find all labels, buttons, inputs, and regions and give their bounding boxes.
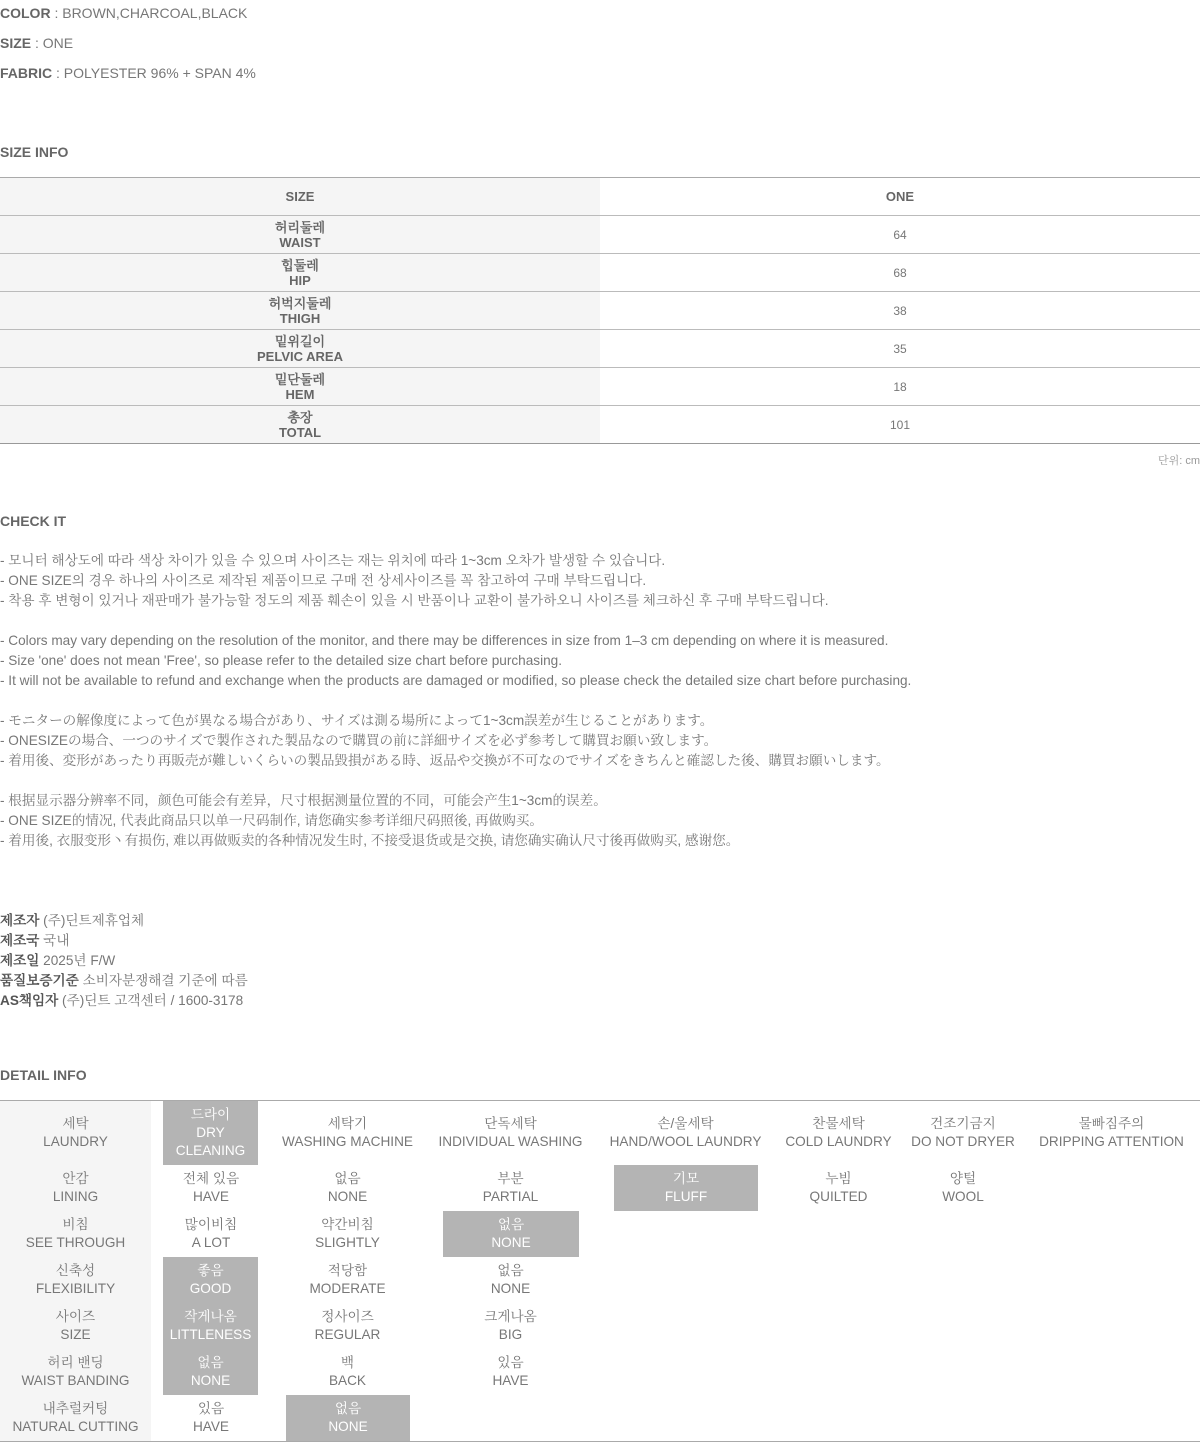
note-line-en: - Colors may vary depending on the resolution of the monitor, and there may be differences in size from 1–3 cm depending on where it is measured.	[0, 633, 889, 648]
detail-label-en: NATURAL CUTTING	[12, 1419, 139, 1434]
note-line-ko: - ONE SIZE의 경우 하나의 사이즈로 제작된 제품이므로 구매 전 상세사이즈를 꼭 참고하여 구매 부탁드립니다.	[0, 573, 647, 588]
detail-label-ko: 허리 밴딩	[47, 1355, 104, 1370]
detail-option-text: 크게나옴	[484, 1309, 537, 1324]
detail-option-text: 물빠짐주의	[1078, 1116, 1145, 1131]
detail-option	[151, 1165, 271, 1211]
detail-option-text: DO NOT DRYER	[911, 1134, 1015, 1149]
note-line-ja: - モニターの解像度によって色が異なる場合があり、サイズは測る場所によって1~3cm誤差が生じることがあります。	[0, 713, 714, 728]
detail-option-text: LITTLENESS	[169, 1327, 252, 1342]
maker-value: 소비자분쟁해결 기준에 따름	[78, 973, 248, 988]
note-line-ko: - 착용 후 변형이 있거나 재판매가 불가능할 정도의 제품 훼손이 있을 시 반품이나 교환이 불가하오니 사이즈를 체크하신 후 구매 부탁드립니다.	[0, 593, 829, 608]
detail-option	[424, 1101, 597, 1165]
detail-option-text: 있음	[197, 1401, 225, 1416]
spec-fabric-label: FABRIC	[0, 65, 53, 81]
size-row-label	[0, 292, 600, 330]
size-header-label: SIZE	[0, 178, 600, 216]
spec-color-label: COLOR	[0, 5, 51, 21]
detail-option-text: NONE	[490, 1281, 531, 1296]
detail-option-text: GOOD	[189, 1281, 232, 1296]
size-row-label-en: TOTAL	[278, 424, 322, 440]
detail-option-text: 많이비침	[184, 1217, 238, 1232]
detail-option-text: 좋음	[197, 1263, 224, 1278]
detail-grid	[0, 1100, 1200, 1442]
size-row-value: 35	[600, 330, 1200, 368]
detail-row-label	[0, 1101, 151, 1165]
detail-label-ko: 사이즈	[55, 1309, 96, 1324]
detail-label-ko: 신축성	[55, 1263, 96, 1278]
detail-row-label	[0, 1395, 151, 1441]
detail-row-label	[0, 1211, 151, 1257]
detail-option-text: NONE	[190, 1373, 231, 1388]
detail-option	[424, 1165, 597, 1211]
detail-option-text: DRIPPING ATTENTION	[1039, 1134, 1184, 1149]
detail-label-en: FLEXIBILITY	[35, 1281, 116, 1296]
detail-option-text: CLEANING	[175, 1143, 246, 1158]
detail-option-text: A LOT	[191, 1235, 231, 1250]
note-line-ja: - ONESIZEの場合、一つのサイズで製作された製品なので購買の前に詳細サイズを必ず参考して購買お願い致します。	[0, 733, 718, 748]
note-line-zh: - ONE SIZE的情况, 代表此商品只以单一尺码制作, 请您确实参考详细尺码照後, 再做购买。	[0, 813, 544, 828]
maker-line	[0, 951, 248, 971]
detail-option-text: 없음	[497, 1263, 524, 1278]
size-header-value: ONE	[600, 178, 1200, 216]
notes-gap	[0, 611, 911, 631]
detail-label-ko: 안감	[62, 1171, 89, 1186]
detail-option	[271, 1211, 424, 1257]
detail-option-text: 정사이즈	[321, 1309, 374, 1324]
detail-option-text: HAND/WOOL LAUNDRY	[609, 1134, 762, 1149]
detail-option	[597, 1101, 774, 1165]
size-table-row	[0, 368, 1200, 406]
detail-option-text: HAVE	[192, 1189, 229, 1204]
maker-label: AS책임자	[0, 993, 59, 1008]
detail-option-text: MODERATE	[309, 1281, 386, 1296]
size-table-row	[0, 330, 1200, 368]
detail-option	[163, 1349, 258, 1395]
check-it-title: CHECK IT	[0, 513, 67, 529]
detail-option	[163, 1101, 258, 1165]
detail-option-text: QUILTED	[809, 1189, 868, 1204]
notes-gap	[0, 691, 911, 711]
size-row-label-en: THIGH	[279, 310, 321, 326]
maker-value: (주)딘트제휴업체	[39, 913, 145, 928]
detail-option-text: 약간비침	[321, 1217, 374, 1232]
detail-info-title: DETAIL INFO	[0, 1067, 87, 1083]
note-line-ko: - 모니터 해상도에 따라 색상 차이가 있을 수 있으며 사이즈는 재는 위치에 따라 1~3cm 오차가 발생할 수 있습니다.	[0, 553, 666, 568]
size-table-header	[0, 178, 1200, 216]
maker-value: 2025년 F/W	[39, 953, 116, 968]
size-row-label-ko: 허리둘레	[274, 219, 326, 235]
detail-option	[443, 1211, 579, 1257]
size-info-title: SIZE INFO	[0, 144, 69, 160]
detail-option-text: 없음	[197, 1355, 224, 1370]
size-row-value: 38	[600, 292, 1200, 330]
detail-row-label	[0, 1257, 151, 1303]
spec-size	[0, 34, 73, 52]
detail-option-text: NONE	[491, 1235, 531, 1250]
detail-label-ko: 내추럴커팅	[42, 1401, 109, 1416]
detail-option-text: 건조기금지	[930, 1116, 996, 1131]
detail-option	[151, 1395, 271, 1441]
size-row-label-ko: 밑단둘레	[274, 371, 326, 387]
detail-label-en: SEE THROUGH	[25, 1235, 126, 1250]
size-row-label-ko: 허벅지둘레	[268, 295, 332, 311]
detail-option-text: 단독세탁	[484, 1116, 537, 1131]
detail-option	[271, 1101, 424, 1165]
maker-label: 제조자	[0, 913, 40, 928]
maker-line	[0, 931, 248, 951]
detail-option-text: FLUFF	[664, 1189, 708, 1204]
detail-option	[271, 1303, 424, 1349]
maker-label: 제조일	[0, 953, 40, 968]
note-line-zh: - 根据显示器分辨率不同，颜色可能会有差异，尺寸根据测量位置的不同，可能会产生1~3cm的误差。	[0, 793, 607, 808]
detail-option-text: BACK	[328, 1373, 367, 1388]
detail-option	[271, 1349, 424, 1395]
detail-option-text: HAVE	[192, 1419, 229, 1434]
detail-option	[271, 1257, 424, 1303]
detail-option-text: 누빔	[825, 1171, 852, 1186]
spec-fabric-value: : POLYESTER 96% + SPAN 4%	[52, 65, 256, 81]
detail-option-text: HAVE	[492, 1373, 529, 1388]
detail-option-text: SLIGHTLY	[315, 1235, 380, 1250]
detail-option-text: 적당함	[327, 1263, 368, 1278]
detail-option-text: 기모	[672, 1171, 700, 1186]
detail-option-text: 찬물세탁	[812, 1116, 865, 1131]
note-line-en: - Size 'one' does not mean 'Free', so please refer to the detailed size chart before purchasing.	[0, 653, 563, 668]
detail-option-text: WASHING MACHINE	[282, 1134, 413, 1149]
detail-option-text: 백	[340, 1355, 355, 1370]
detail-option-text: INDIVIDUAL WASHING	[438, 1134, 583, 1149]
maker-label: 제조국	[0, 933, 40, 948]
detail-option	[163, 1257, 258, 1303]
size-row-label	[0, 406, 600, 444]
detail-row-label	[0, 1165, 151, 1211]
size-row-value: 68	[600, 254, 1200, 292]
size-row-label-ko: 힙둘레	[281, 257, 319, 273]
detail-label-en: LAUNDRY	[43, 1134, 108, 1149]
detail-option-text: 손/울세탁	[657, 1116, 714, 1131]
size-row-value: 101	[600, 406, 1200, 444]
detail-label-en: WAIST BANDING	[21, 1373, 130, 1388]
detail-option-text: REGULAR	[314, 1327, 381, 1342]
detail-option	[903, 1165, 1023, 1211]
detail-option-text: BIG	[498, 1327, 523, 1342]
detail-option	[271, 1165, 424, 1211]
check-it-notes	[0, 551, 911, 851]
detail-option-text: NONE	[327, 1189, 368, 1204]
detail-option	[1023, 1101, 1200, 1165]
detail-label-ko: 비침	[62, 1217, 89, 1232]
size-row-label-en: WAIST	[279, 234, 321, 250]
spec-size-label: SIZE	[0, 35, 32, 51]
size-row-label	[0, 254, 600, 292]
spec-color-value: : BROWN,CHARCOAL,BLACK	[50, 5, 248, 21]
size-row-label-en: HIP	[289, 272, 311, 288]
detail-option	[163, 1303, 258, 1349]
detail-option	[774, 1101, 903, 1165]
size-row-label-ko: 밑위길이	[274, 333, 326, 349]
spec-size-value: : ONE	[31, 35, 74, 51]
size-row-label	[0, 216, 600, 254]
detail-option	[614, 1165, 758, 1211]
size-table	[0, 177, 1200, 444]
size-table-row	[0, 254, 1200, 292]
detail-option	[286, 1395, 410, 1441]
maker-value: (주)딘트 고객센터 / 1600-3178	[58, 993, 244, 1008]
detail-option-text: 드라이	[190, 1107, 231, 1122]
detail-option-text: NONE	[328, 1419, 368, 1434]
maker-label: 품질보증기준	[0, 973, 79, 988]
maker-info	[0, 911, 248, 1011]
detail-label-en: SIZE	[60, 1327, 91, 1342]
size-table-row	[0, 292, 1200, 330]
size-row-value: 64	[600, 216, 1200, 254]
detail-option	[151, 1211, 271, 1257]
detail-option	[424, 1303, 597, 1349]
detail-option	[424, 1257, 597, 1303]
size-row-label	[0, 330, 600, 368]
detail-label-en: LINING	[52, 1189, 99, 1204]
detail-option-text: WOOL	[942, 1189, 984, 1204]
detail-option-text: DRY	[196, 1125, 225, 1140]
detail-option-text: 양털	[949, 1171, 977, 1186]
size-row-label-ko: 총장	[287, 409, 313, 425]
maker-line	[0, 971, 248, 991]
detail-option-text: 세탁기	[327, 1116, 368, 1131]
size-table-row	[0, 216, 1200, 254]
size-row-value: 18	[600, 368, 1200, 406]
detail-label-ko: 세탁	[62, 1116, 89, 1131]
detail-option-text: 전체 있음	[182, 1171, 240, 1186]
size-row-label-en: PELVIC AREA	[257, 348, 343, 364]
detail-option-text: 작게나옴	[184, 1309, 237, 1324]
detail-option-text: COLD LAUNDRY	[785, 1134, 892, 1149]
size-row-label-en: HEM	[285, 386, 315, 402]
detail-option	[424, 1349, 597, 1395]
detail-option-text: 없음	[334, 1401, 362, 1416]
detail-row-label	[0, 1303, 151, 1349]
note-line-zh: - 着用後, 衣服变形丶有损伤, 难以再做贩卖的各种情况发生时, 不接受退货或是交换, 请您确实确认尺寸後再做购买, 感谢您。	[0, 833, 740, 848]
detail-row-label	[0, 1349, 151, 1395]
detail-option-text: 있음	[497, 1355, 524, 1370]
note-line-ja: - 着用後、変形があったり再販売が難しいくらいの製品毀損がある時、返品や交換が不可なのでサイズをきちんと確認した後、購買お願いします。	[0, 753, 890, 768]
notes-gap	[0, 771, 911, 791]
unit-note: 단위: cm	[1157, 455, 1200, 467]
maker-value: 국내	[39, 933, 70, 948]
detail-option	[903, 1101, 1023, 1165]
detail-option-text: 없음	[497, 1217, 525, 1232]
detail-option	[774, 1165, 903, 1211]
note-line-en: - It will not be available to refund and exchange when the products are damaged or modified, so please check the detailed size chart before purchasing.	[0, 673, 912, 688]
maker-line	[0, 991, 248, 1011]
size-table-row	[0, 406, 1200, 444]
detail-option-text: 부분	[497, 1171, 524, 1186]
spec-fabric	[0, 64, 256, 82]
spec-color	[0, 4, 247, 22]
size-row-label	[0, 368, 600, 406]
detail-option-text: 없음	[334, 1171, 361, 1186]
maker-line	[0, 911, 248, 931]
detail-option-text: PARTIAL	[482, 1189, 539, 1204]
